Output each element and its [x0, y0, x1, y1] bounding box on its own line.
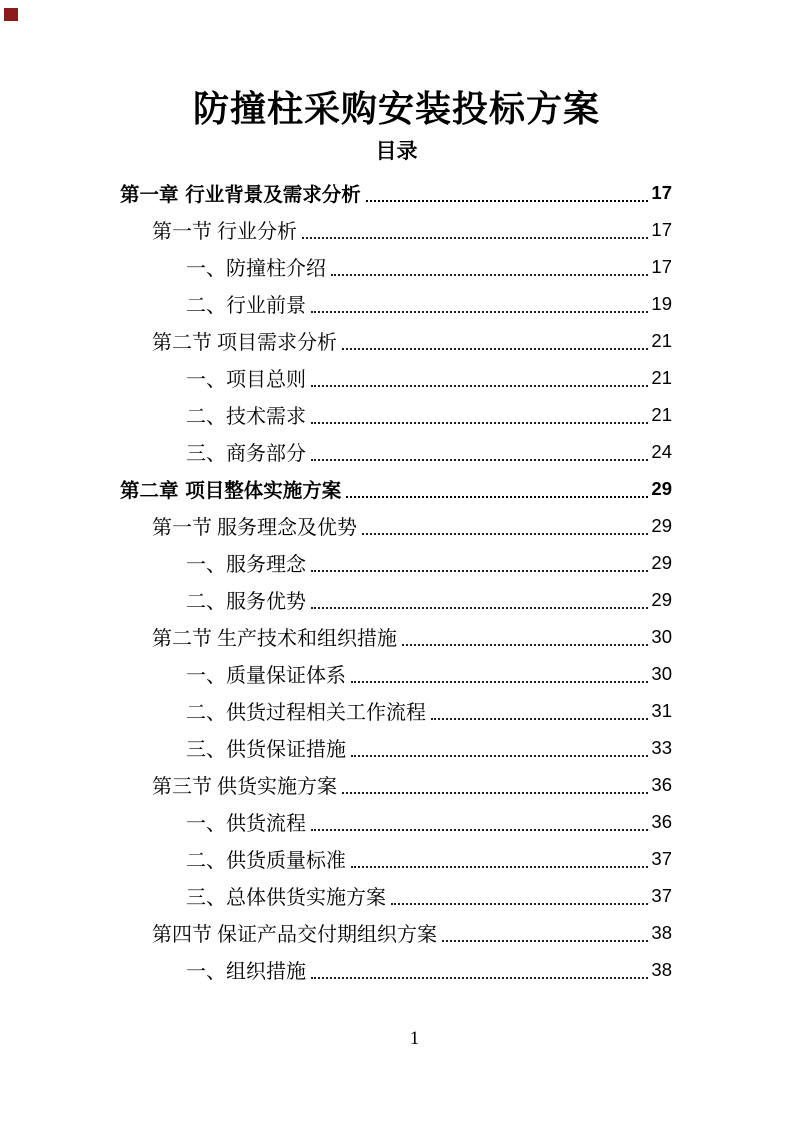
toc-entry-page: 31 — [651, 699, 672, 721]
toc-entry-page: 29 — [651, 551, 672, 573]
toc-entry[interactable] — [120, 840, 672, 877]
toc-entry-label: 二、供货过程相关工作流程 — [186, 702, 426, 724]
toc-leader-dots — [331, 274, 648, 276]
toc-entry-page: 37 — [651, 847, 672, 869]
toc-entry-page: 30 — [651, 662, 672, 684]
toc-entry[interactable] — [120, 174, 672, 211]
toc-entry[interactable] — [120, 655, 672, 692]
toc-entry[interactable] — [120, 729, 672, 766]
toc-entry-page: 38 — [651, 921, 672, 943]
toc-leader-dots — [351, 755, 648, 757]
toc-entry-label: 第二节 项目需求分析 — [152, 332, 337, 354]
toc-entry[interactable] — [120, 470, 672, 507]
toc-entry-label: 第二章 项目整体实施方案 — [120, 478, 342, 502]
toc-leader-dots — [311, 570, 648, 572]
toc-entry-label: 一、防撞柱介绍 — [186, 258, 326, 280]
toc-entry-page: 17 — [651, 218, 672, 240]
toc-leader-dots — [346, 496, 648, 498]
toc-leader-dots — [442, 940, 648, 942]
toc-entry-page: 21 — [651, 366, 672, 388]
toc-entry-label: 三、供货保证措施 — [186, 739, 346, 761]
toc-entry-page: 30 — [651, 625, 672, 647]
toc-entry-page: 21 — [651, 403, 672, 425]
toc-entry-label: 二、服务优势 — [186, 591, 306, 613]
toc-entry-page: 17 — [651, 255, 672, 277]
toc-entry-label: 一、质量保证体系 — [186, 665, 346, 687]
toc-entry[interactable] — [120, 248, 672, 285]
footer-page-number: 1 — [409, 1028, 420, 1049]
toc-entry[interactable] — [120, 803, 672, 840]
toc-leader-dots — [402, 644, 648, 646]
toc-entry-page: 29 — [651, 514, 672, 536]
toc-entry-label: 三、总体供货实施方案 — [186, 887, 386, 909]
document-title: 防撞柱采购安装投标方案 — [192, 89, 600, 129]
toc-leader-dots — [311, 311, 648, 313]
toc-leader-dots — [311, 829, 648, 831]
toc-leader-dots — [311, 422, 648, 424]
toc-leader-dots — [342, 792, 648, 794]
toc-entry-label: 第三节 供货实施方案 — [152, 776, 337, 798]
toc-entry-page: 19 — [651, 292, 672, 314]
toc-entry-page: 29 — [651, 588, 672, 610]
toc-entry-page: 38 — [651, 958, 672, 980]
toc-entry-page: 17 — [651, 181, 672, 203]
toc-entry-page: 36 — [651, 810, 672, 832]
toc-entry-label: 一、服务理念 — [186, 554, 306, 576]
toc-entry[interactable] — [120, 322, 672, 359]
toc-entry[interactable] — [120, 396, 672, 433]
toc-entry-label: 一、项目总则 — [186, 369, 306, 391]
toc-entry-label: 一、组织措施 — [186, 961, 306, 983]
toc-leader-dots — [366, 200, 649, 202]
toc-entry-page: 37 — [651, 884, 672, 906]
toc-entry[interactable] — [120, 544, 672, 581]
toc-entry-label: 一、供货流程 — [186, 813, 306, 835]
toc-leader-dots — [351, 681, 648, 683]
toc-entry-label: 第一节 服务理念及优势 — [152, 517, 357, 539]
toc-heading: 目录 — [375, 139, 418, 163]
toc-entry-label: 三、商务部分 — [186, 443, 306, 465]
toc-entry-page: 36 — [651, 773, 672, 795]
toc-entry[interactable] — [120, 359, 672, 396]
toc-entry[interactable] — [120, 507, 672, 544]
toc-entry[interactable] — [120, 211, 672, 248]
toc-leader-dots — [311, 459, 648, 461]
toc-entry[interactable] — [120, 766, 672, 803]
toc-entry-label: 二、供货质量标准 — [186, 850, 346, 872]
toc-leader-dots — [302, 237, 648, 239]
toc-entry-label: 二、行业前景 — [186, 295, 306, 317]
toc-entry-label: 二、技术需求 — [186, 406, 306, 428]
toc-entry[interactable] — [120, 618, 672, 655]
toc-entry-page: 29 — [651, 477, 672, 499]
toc-entry[interactable] — [120, 433, 672, 470]
toc-entry-label: 第一节 行业分析 — [152, 221, 297, 243]
toc-entry-label: 第一章 行业背景及需求分析 — [120, 182, 361, 206]
toc-entry-page: 24 — [651, 440, 672, 462]
toc-leader-dots — [311, 385, 648, 387]
toc-leader-dots — [431, 718, 648, 720]
toc-entry[interactable] — [120, 914, 672, 951]
table-of-contents — [120, 174, 672, 988]
toc-entry-label: 第二节 生产技术和组织措施 — [152, 628, 397, 650]
toc-leader-dots — [391, 903, 648, 905]
toc-leader-dots — [351, 866, 648, 868]
toc-entry[interactable] — [120, 581, 672, 618]
toc-leader-dots — [311, 977, 648, 979]
red-corner-mark-icon — [4, 8, 18, 21]
toc-entry-page: 33 — [651, 736, 672, 758]
toc-entry[interactable] — [120, 285, 672, 322]
toc-entry[interactable] — [120, 692, 672, 729]
toc-entry-page: 21 — [651, 329, 672, 351]
toc-entry[interactable] — [120, 877, 672, 914]
toc-entry-label: 第四节 保证产品交付期组织方案 — [152, 924, 437, 946]
toc-entry[interactable] — [120, 951, 672, 988]
toc-leader-dots — [362, 533, 648, 535]
toc-leader-dots — [311, 607, 648, 609]
toc-leader-dots — [342, 348, 648, 350]
